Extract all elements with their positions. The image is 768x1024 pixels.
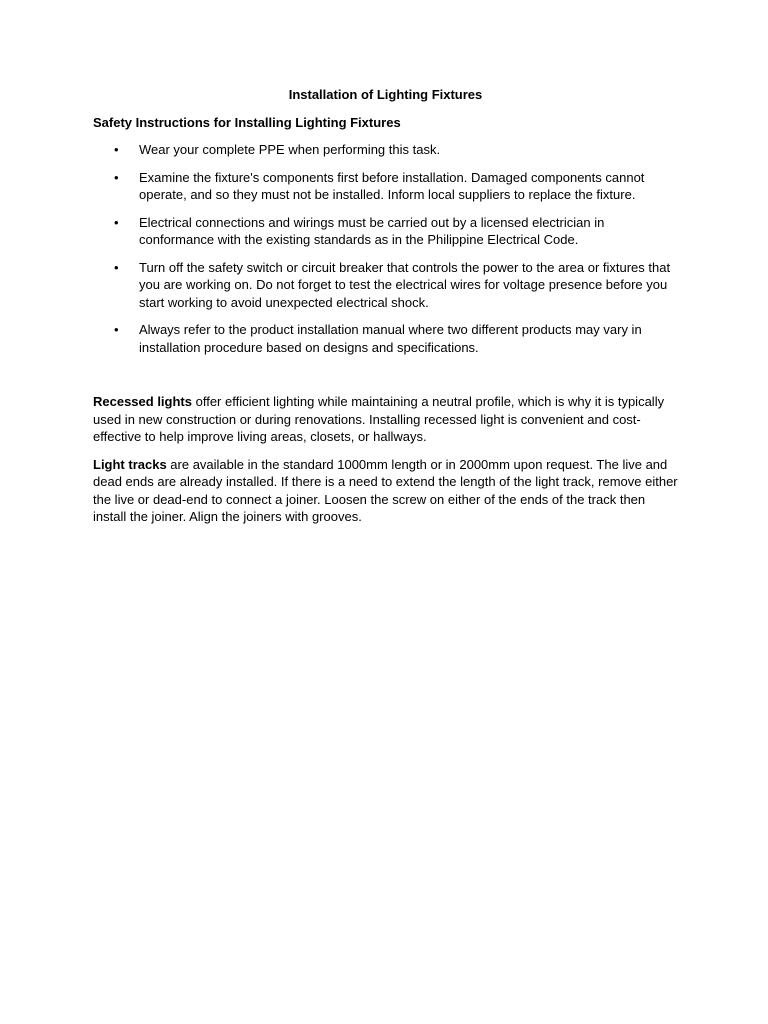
bullet-icon: • (114, 259, 119, 275)
document-body (93, 86, 678, 536)
document-title: Installation of Lighting Fixtures (288, 87, 483, 102)
list-item (93, 141, 678, 159)
list-item-text: Always refer to the product installation manual where two different products may vary in installation procedure based on designs and specifications. (139, 322, 642, 355)
list-item-text: Electrical connections and wirings must be carried out by a licensed electrician in conformance with the existing standards as in the Philippine Electrical Code. (139, 214, 605, 247)
recessed-lights-paragraph (93, 393, 678, 446)
bullet-icon: • (114, 214, 119, 230)
spacer (93, 366, 678, 393)
bullet-icon: • (114, 142, 119, 157)
paragraph-lead: Recessed lights (93, 394, 192, 409)
list-item (93, 321, 678, 356)
safety-instructions-list (93, 141, 678, 356)
section-heading: Safety Instructions for Installing Lighting Fixtures (93, 114, 401, 130)
light-tracks-paragraph (93, 456, 678, 526)
list-item (93, 169, 678, 204)
bullet-icon: • (114, 322, 119, 337)
paragraph-lead: Light tracks (93, 456, 167, 472)
list-item-text: Turn off the safety switch or circuit breaker that controls the power to the area or fixtures that you are working on. Do not forget to test the electrical wires for voltage presence before you start working to avoid unexpected electrical shock. (139, 259, 671, 310)
bullet-icon: • (114, 169, 119, 185)
list-item (93, 214, 678, 249)
paragraph-text: are available in the standard 1000mm length or in 2000mm upon request. The live and dead ends are already installed. If there is a need to extend the length of the light track, remove either the live or dead-end to connect a joiner. Loosen the screw on either of the ends of the track then install the joiner. Align the joiners with grooves. (93, 456, 678, 524)
paragraph-text: offer efficient lighting while maintaining a neutral profile, which is why it is typically used in new construction or during renovations. Installing recessed light is convenient and cost-effective to help improve living areas, closets, or hallways. (93, 394, 665, 444)
list-item-text: Examine the fixture's components first before installation. Damaged components cannot operate, and so they must not be installed. Inform local suppliers to replace the fixture. (139, 169, 645, 202)
list-item (93, 259, 678, 312)
list-item-text: Wear your complete PPE when performing this task. (139, 142, 441, 157)
